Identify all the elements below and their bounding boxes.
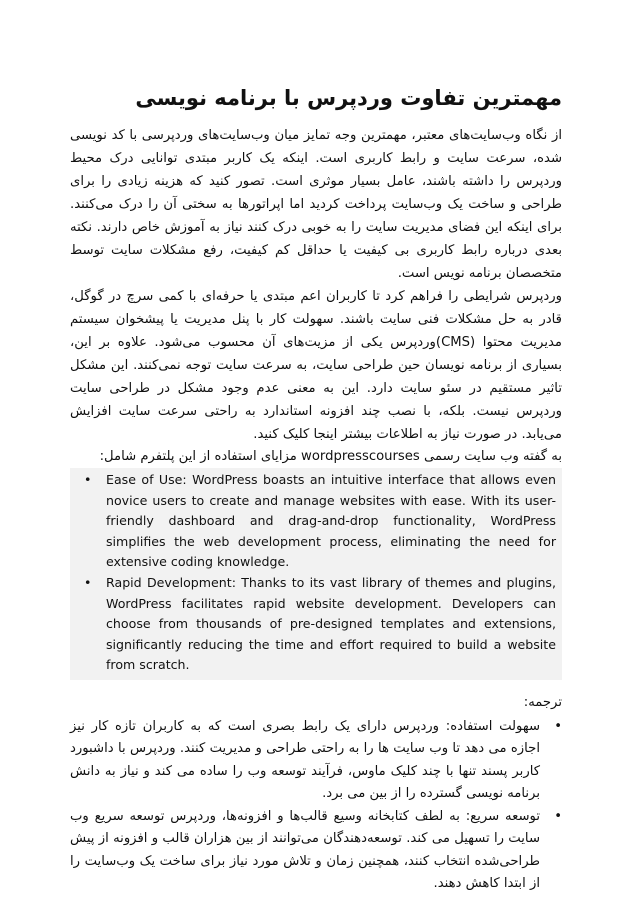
persian-item-text: توسعه سریع: به لطف کتابخانه وسیع قالب‌ها و افزونه‌ها، وردپرس توسعه سریع وب سایت را تسهیل می کند. توسعه‌دهندگان می‌توانند از بین هزاران قالب و افزونه از پیش طراحی‌شده انتخاب کنند، همچنین زمان و تلاش مورد نیاز برای ساخت یک وب‌سایت را از ابتدا کاهش دهند. xyxy=(70,808,540,892)
bullet-icon: • xyxy=(84,574,92,590)
paragraph-1: از نگاه وب‌سایت‌های معتبر، مهمترین وجه تمایز میان وب‌سایت‌های وردپرسی با کد نویسی شده، سرعت سایت و رابط کاربری است. اینکه یک کاربر مبتدی توانایی درک محیط وردپرس را داشته باشند، عامل بسیار موثری است. تصور کنید که هزینه زیادی را برای طراحی و ساخت یک وب‌سایت پرداخت کردید اما اپراتورها به سختی آن را درک می‌کنند. برای اینکه این فضای مدیریت سایت را به خوبی درک کنند نیاز به آموزش خاص دارند. نکته بعدی درباره رابط کاربری بی کیفیت یا حداقل کم کیفیت، رفع مشکلات سایت توسط متخصصان برنامه نویس است. xyxy=(70,128,562,281)
english-item-ease-of-use xyxy=(84,470,556,573)
paragraph-2: وردپرس شرایطی را فراهم کرد تا کاربران اعم مبتدی یا حرفه‌ای با کمی سرچ در گوگل، قادر به حل مشکلات فنی سایت باشند. سهولت کار با پنل مدیریت یا پیشخوان سیستم مدیریت محتوا (CMS)وردپرس یکی از مزیت‌های آن محسوب می‌شود. علاوه بر این، بسیاری از برنامه نویسان حین طراحی سایت، به سرعت سایت توجه نمی‌کنند. این مشکل تاثیر مستقیم در سئو سایت دارد. این به معنی عدم وجود مشکل در طراحی سایت وردپرس نیست. بلکه، با نصب چند افزونه استاندارد به راحتی سرعت سایت افزایش می‌یابد. در صورت نیاز به اطلاعات بیشتر اینجا کلیک کنید. xyxy=(70,289,562,442)
persian-item-rapid-development xyxy=(70,806,562,896)
persian-item-ease-of-use xyxy=(70,716,562,806)
source-lead-in: به گفته وب سایت رسمی wordpresscourses مزایای استفاده از این پلتفرم شامل: xyxy=(99,449,562,464)
english-item-text: Rapid Development: Thanks to its vast library of themes and plugins, WordPress facilitates rapid website development. Developers can choose from thousands of pre-designed templates and extensions, significantly reducing the time and effort required to build a website from scratch. xyxy=(106,574,556,673)
english-quote-box xyxy=(70,468,562,680)
persian-item-text: سهولت استفاده: وردپرس دارای یک رابط بصری است که به کاربران تازه کار نیز اجازه می دهد تا وب سایت ها را به راحتی طراحی و مدیریت کنند. وردپرس با داشبورد کاربر پسند تنها با چند کلیک ماوس، فرآیند توسعه وب را ساده می کند و نیاز به دانش برنامه نویسی گسترده را از بین می برد. xyxy=(70,718,540,802)
translation-label: ترجمه: xyxy=(523,694,562,710)
bullet-icon: • xyxy=(84,472,92,487)
bullet-icon: • xyxy=(554,808,562,824)
bullet-icon: • xyxy=(554,718,562,734)
english-item-rapid-development xyxy=(84,573,556,676)
english-item-text: Ease of Use: WordPress boasts an intuitive interface that allows even novice users to create and manage websites with ease. With its user-friendly dashboard and drag-and-drop functionality, WordPress simplifies the web development process, eliminating the need for extensive coding knowledge. xyxy=(106,472,556,570)
article-title: مهمترین تفاوت وردپرس با برنامه نویسی xyxy=(135,86,562,110)
english-benefits-list xyxy=(84,470,556,676)
persian-benefits-list xyxy=(70,716,562,896)
